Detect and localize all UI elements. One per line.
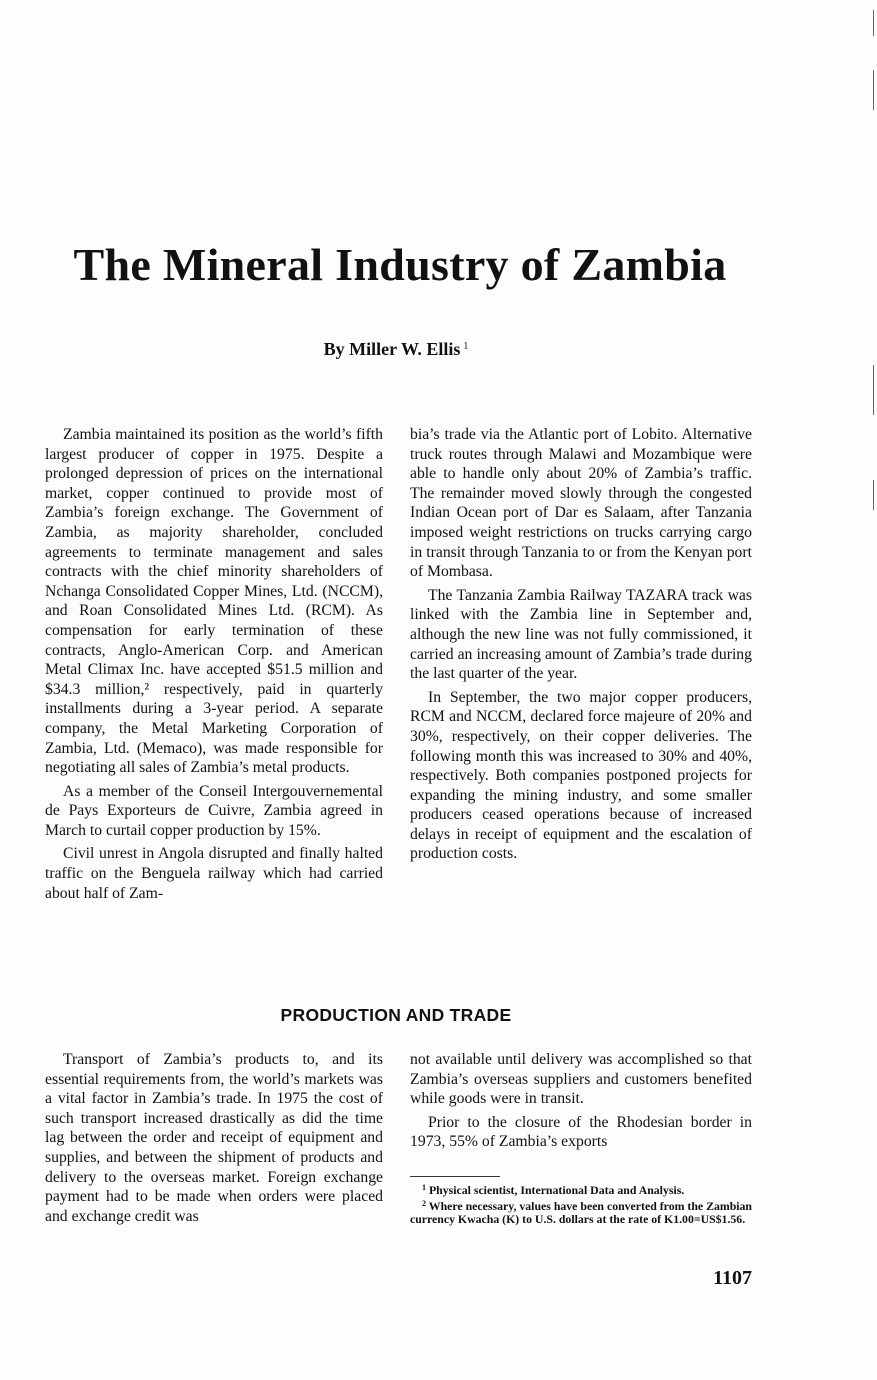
- paragraph: Civil unrest in Angola disrupted and finally halted traffic on the Benguela railway which had carried about half of Zam-: [45, 845, 383, 902]
- paragraph: The Tanzania Zambia Railway TAZARA track was linked with the Zambia line in September and, although the new line was not fully commissioned, it carried an increasing amount of Zambia’s trade during the last quarter of the year.: [410, 586, 752, 683]
- page-number: 1107: [713, 1267, 752, 1289]
- paragraph: As a member of the Conseil Intergouvernemental de Pays Exporteurs de Cuivre, Zambia agreed in March to curtail copper production by 15%.: [45, 782, 383, 839]
- paragraph: Transport of Zambia’s products to, and its essential requirements from, the world’s markets was a vital factor in Zambia’s trade. In 1975 the cost of such transport increased drastically as did the time lag between the order and receipt of equipment and supplies, and between the shipment of products and delivery to the overseas market. Foreign exchange payment had to be made when orders were placed and exchange credit was: [45, 1051, 383, 1225]
- paragraph: Zambia maintained its position as the world’s fifth largest producer of copper in 1975. Despite a prolonged depression of prices on the international market, copper continued to provide most of Zambia’s foreign exchange. The Government of Zambia, as majority shareholder, concluded agreements to terminate management and sales contracts with the chief minority shareholders of Nchanga Consolidated Copper Mines, Ltd. (NCCM), and Roan Consolidated Mines Ltd. (RCM). As compensation for early termination of these contracts, Anglo-American Corp. and American Metal Climax Inc. have accepted $51.5 million and $34.3 million,² respectively, paid in quarterly installments during a 3-year period. A separate company, the Metal Marketing Corporation of Zambia, Ltd. (Memaco), was made responsible for negotiating all sales of Zambia’s metal products.: [45, 426, 383, 777]
- section-heading: PRODUCTION AND TRADE: [280, 1005, 512, 1025]
- paragraph: Prior to the closure of the Rhodesian border in 1973, 55% of Zambia’s exports: [410, 1113, 752, 1151]
- footnote-divider: [410, 1176, 500, 1177]
- paragraph: not available until delivery was accomplished so that Zambia’s overseas suppliers and customers benefited while goods were in transit.: [410, 1051, 752, 1108]
- production-column-left: [45, 1050, 383, 1230]
- footnote-marker: 2: [422, 1199, 426, 1209]
- byline-author: By Miller W. Ellis: [323, 339, 461, 359]
- footnote-text: Where necessary, values have been converted from the Zambian currency Kwacha (K) to U.S. dollars at the rate of K1.00=US$1.56.: [410, 1199, 752, 1227]
- footnote-marker: 1: [422, 1183, 426, 1192]
- footnotes: [410, 1181, 752, 1227]
- footnote-text: Physical scientist, International Data and Analysis.: [428, 1183, 685, 1197]
- byline: [0, 339, 792, 360]
- paragraph: bia’s trade via the Atlantic port of Lobito. Alternative truck routes through Malawi and Mozambique were able to handle only about 20% of Zambia’s traffic. The remainder moved slowly through the congested Indian Ocean port of Dar es Salaam, after Tanzania imposed weight restrictions on trucks carrying cargo in transit through Tanzania to or from the Kenyan port of Mombasa.: [410, 426, 752, 581]
- edge-mark: [873, 70, 874, 110]
- edge-mark: [873, 365, 874, 415]
- intro-column-right: [410, 425, 752, 868]
- paragraph: In September, the two major copper producers, RCM and NCCM, declared force majeure of 20% and 30%, respectively, on their copper deliveries. The following month this was increased to 30% and 40%, respectively. Both companies postponed projects for expanding the mining industry, and some smaller producers ceased operations because of increased delays in receipt of equipment and the escalation of production costs.: [410, 688, 752, 863]
- edge-mark: [873, 480, 874, 510]
- intro-column-left: [45, 425, 383, 907]
- page-title: The Mineral Industry of Zambia: [73, 239, 727, 290]
- edge-mark: [873, 10, 874, 36]
- footnote-2: [410, 1197, 752, 1226]
- byline-footnote-marker: 1: [463, 341, 469, 352]
- footnote-1: [410, 1181, 752, 1197]
- production-column-right: [410, 1050, 752, 1156]
